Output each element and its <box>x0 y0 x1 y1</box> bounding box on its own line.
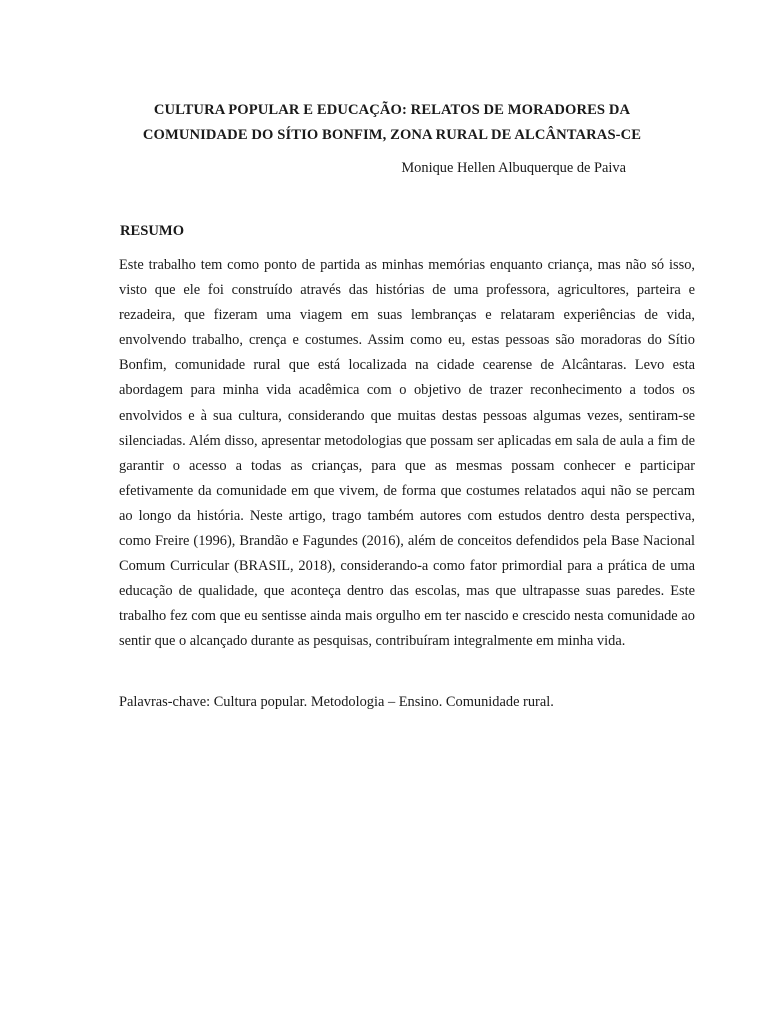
author-name: Monique Hellen Albuquerque de Paiva <box>401 160 626 176</box>
paper-title-line-2: COMUNIDADE DO SÍTIO BONFIM, ZONA RURAL DE ALCÂNTARAS-CE <box>142 127 642 143</box>
paper-title <box>118 98 666 148</box>
paper-title-line-1: CULTURA POPULAR E EDUCAÇÃO: RELATOS DE MORADORES DA <box>153 102 631 118</box>
keywords-line: Palavras-chave: Cultura popular. Metodologia – Ensino. Comunidade rural. <box>119 694 554 710</box>
abstract-paragraph: Este trabalho tem como ponto de partida as minhas memórias enquanto criança, mas não só isso, visto que ele foi construído através das histórias de uma professora, agricultores, parteira e rezadeira, que fizeram uma viagem em suas lembranças e relataram experiências de vida, envolvendo trabalho, crença e costumes. Assim como eu, estas pessoas são moradoras do Sítio Bonfim, comunidade rural que está localizada na cidade cearense de Alcântaras. Levo esta abordagem para minha vida acadêmica com o objetivo de trazer reconhecimento a todos os envolvidos e à sua cultura, considerando que muitas destas pessoas algumas vezes, sentiram-se silenciadas. Além disso, apresentar metodologias que possam ser aplicadas em sala de aula a fim de garantir o acesso a todas as crianças, para que as mesmas possam conhecer e participar efetivamente da comunidade em que vivem, de forma que costumes relatados aqui não se percam ao longo da história. Neste artigo, trago também autores com estudos dentro desta perspectiva, como Freire (1996), Brandão e Fagundes (2016), além de conceitos defendidos pela Base Nacional Comum Curricular (BRASIL, 2018), considerando-a como fator primordial para a prática de uma educação de qualidade, que aconteça dentro das escolas, mas que ultrapasse suas paredes. Este trabalho fez com que eu sentisse ainda mais orgulho em ter nascido e crescido nesta comunidade ao sentir que o alcançado durante as pesquisas, contribuíram integralmente em minha vida. <box>119 257 695 650</box>
abstract-heading: RESUMO <box>120 223 185 239</box>
